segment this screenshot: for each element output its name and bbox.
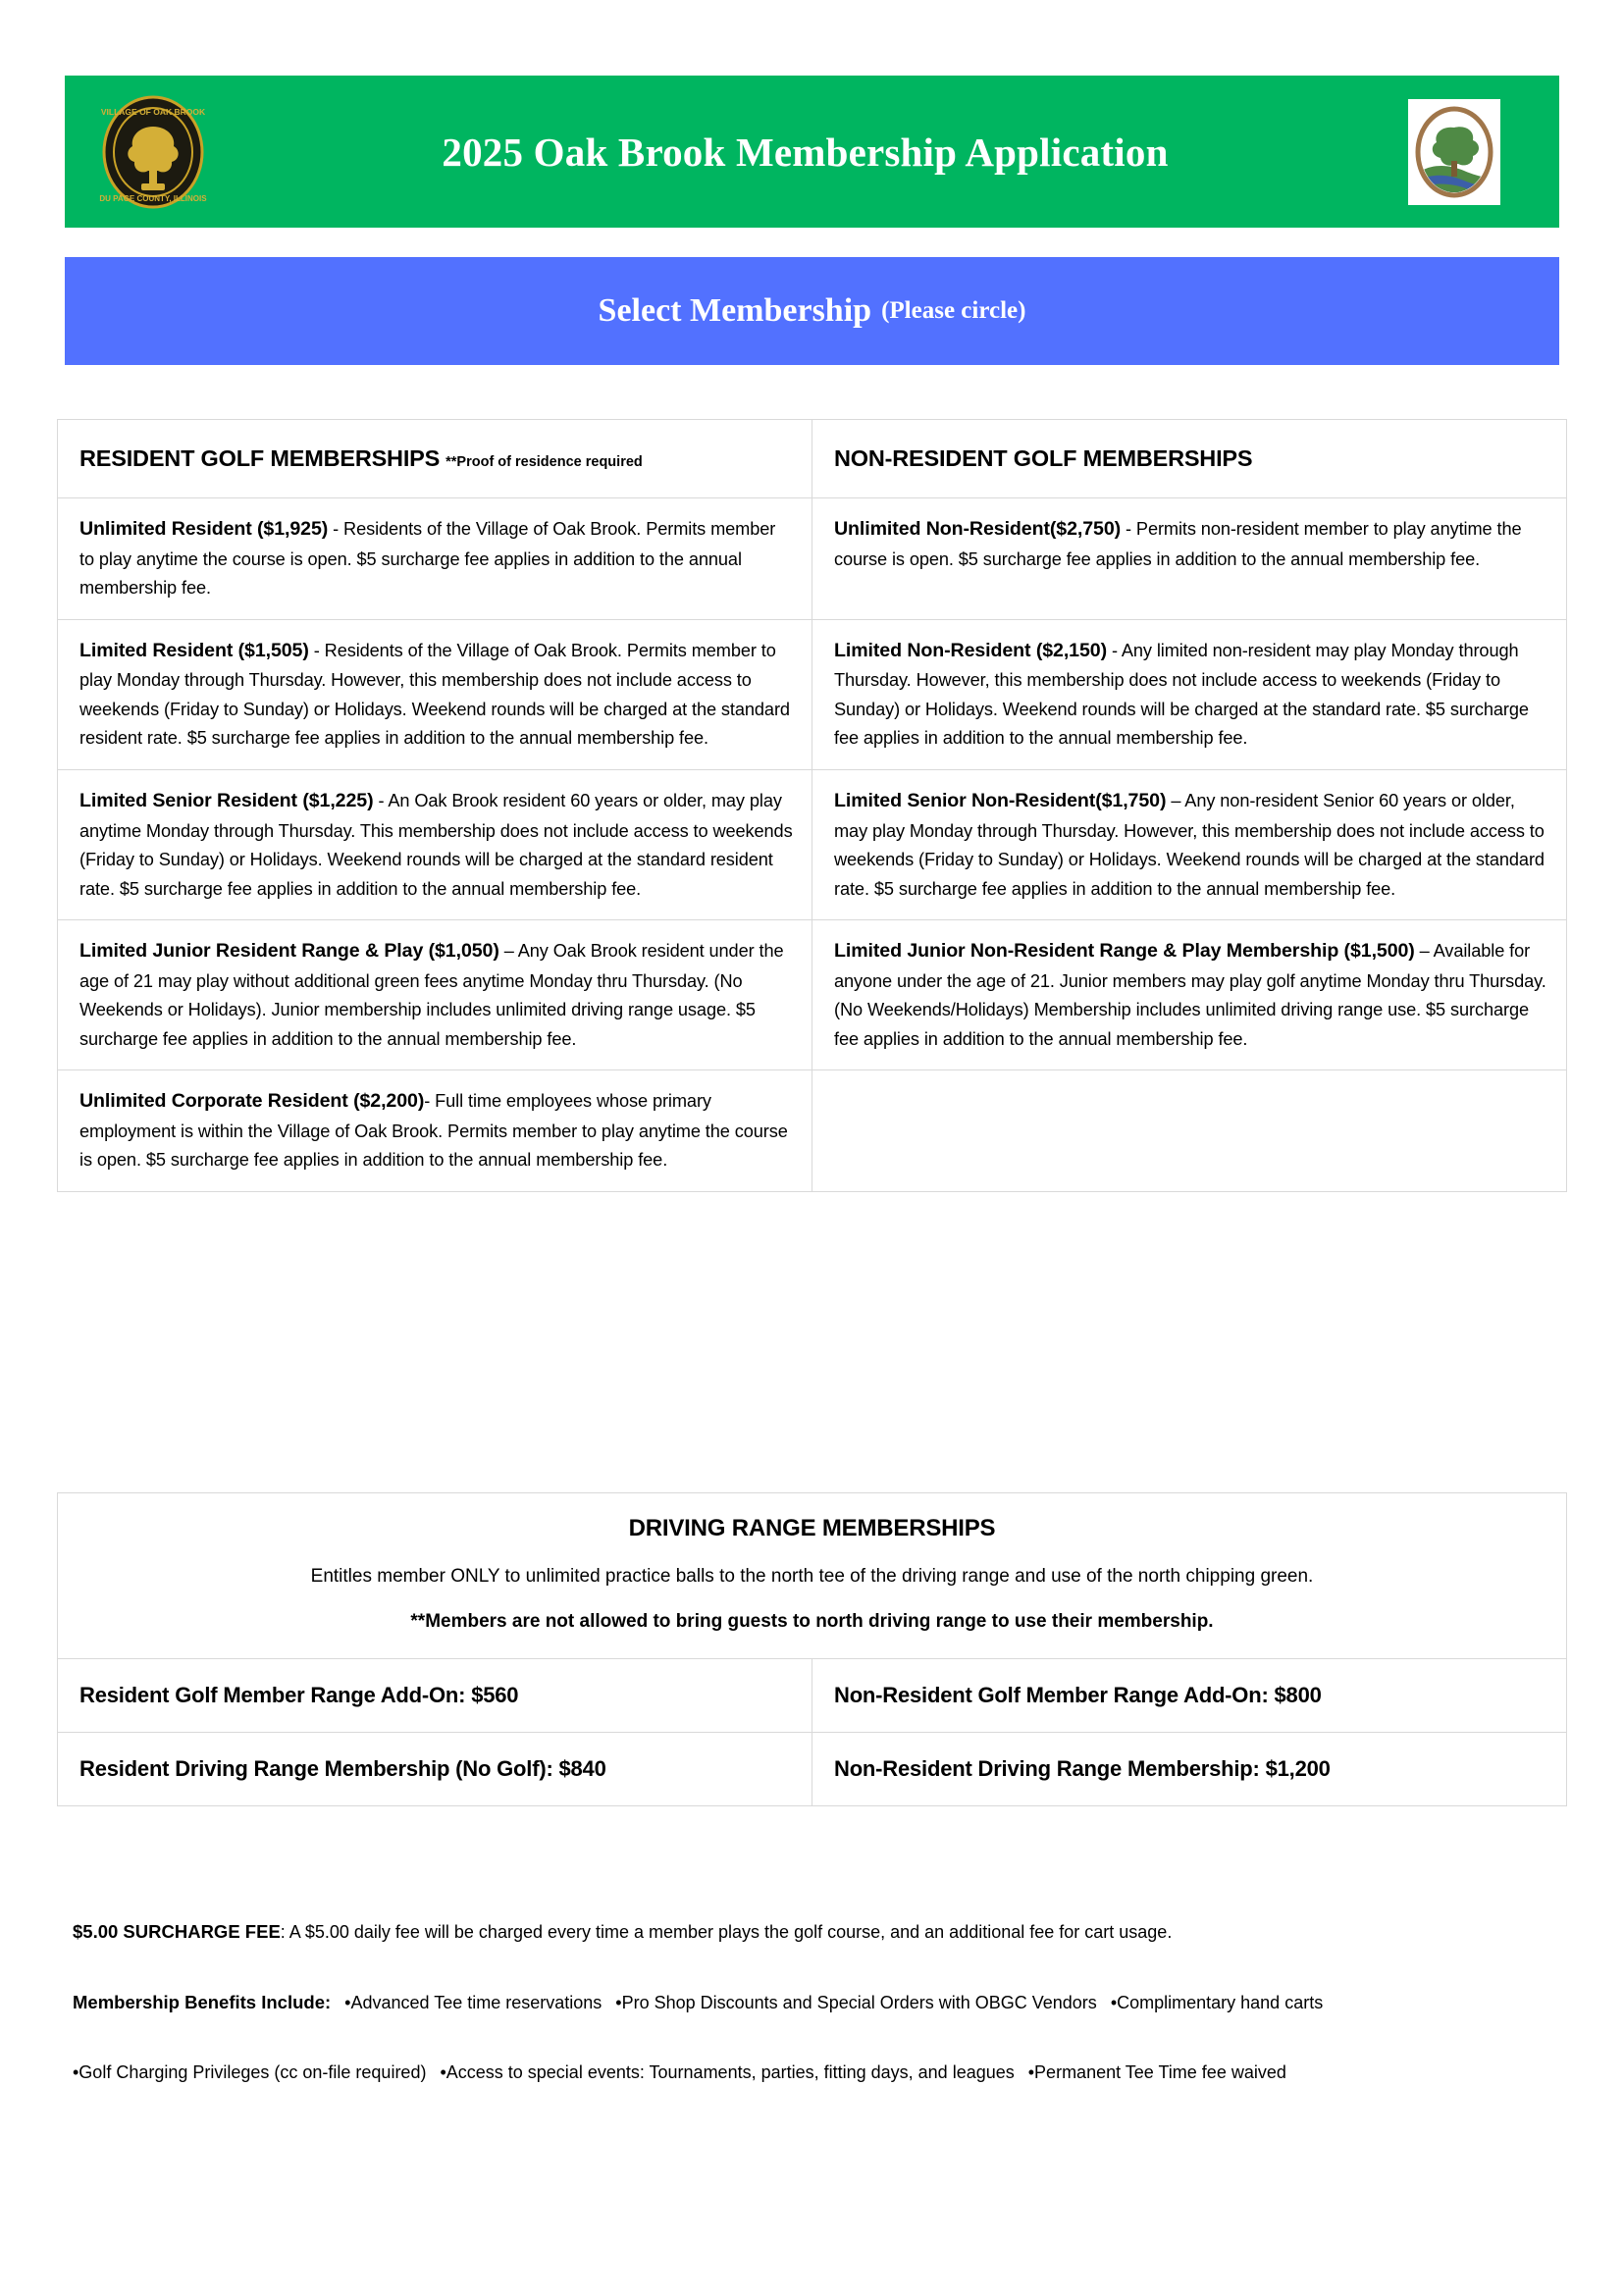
table-row [58,498,1567,620]
benefit-item: •Complimentary hand carts [1110,1993,1324,2012]
oak-brook-golf-club-logo-icon [1408,99,1500,205]
option-title: Limited Junior Non-Resident Range & Play Membership ($1,500) [834,940,1415,963]
non-resident-header-title: NON-RESIDENT GOLF MEMBERSHIPS [834,445,1253,471]
village-of-oak-brook-seal-icon [94,93,212,211]
option-title: Limited Junior Resident Range & Play ($1,050) [79,940,499,963]
page-title: 2025 Oak Brook Membership Application [442,129,1169,175]
option-description: - Permits non-resident member to play anytime the course is open. $5 surcharge fee applies in addition to the annual membership fee. [834,519,1522,569]
option-title: Limited Non-Resident ($2,150) [834,639,1107,661]
select-membership-subtitle: (Please circle) [881,297,1026,324]
option-title: Unlimited Resident ($1,925) [79,518,329,540]
table-row [58,920,1567,1070]
membership-option-limited-senior-resident[interactable] [58,769,812,919]
table-row [58,1070,1567,1192]
select-membership-banner [65,257,1559,365]
driving-range-header-cell [58,1493,1567,1659]
benefit-item: •Permanent Tee Time fee waived [1027,2062,1286,2082]
option-title: Limited Resident ($1,505) [79,639,309,661]
option-title: Unlimited Corporate Resident ($2,200) [79,1090,425,1113]
resident-header-title: RESIDENT GOLF MEMBERSHIPS [79,445,441,471]
driving-range-description: Entitles member ONLY to unlimited practice balls to the north tee of the driving range and use of the north chipping green. [310,1566,1314,1587]
range-option-resident-range-membership[interactable]: Resident Driving Range Membership (No Golf): $840 [58,1733,812,1806]
membership-option-empty-cell [812,1070,1567,1192]
membership-option-limited-senior-non-resident[interactable] [812,769,1567,919]
membership-option-limited-resident[interactable] [58,619,812,769]
svg-text:DU PAGE COUNTY, ILLINOIS: DU PAGE COUNTY, ILLINOIS [99,193,207,203]
select-membership-title: Select Membership [598,292,872,329]
surcharge-note [73,1918,1574,1946]
option-description: - An Oak Brook resident 60 years or older, may play anytime Monday through Thursday. This membership does not include access to weekends (Friday to Sunday) or Holidays. Weekend rounds will be charged at the standard resident rate. $5 surcharge fee applies in addition to the annual membership fee. [79,790,793,899]
table-row [58,619,1567,769]
benefit-item: •Pro Shop Discounts and Special Orders with OBGC Vendors [615,1993,1097,2012]
table-header-row [58,420,1567,498]
table-row [58,1659,1567,1733]
benefit-item: •Golf Charging Privileges (cc on-file required) [73,2062,427,2082]
range-option-non-resident-range-membership[interactable]: Non-Resident Driving Range Membership: $1,200 [812,1733,1567,1806]
option-description: – Any non-resident Senior 60 years or older, may play Monday through Thursday. However, this membership does not include access to weekends (Friday to Sunday) or Holidays. Weekend rounds will be charged at the standard rate. $5 surcharge fee applies in addition to the annual membership fee. [834,790,1545,899]
non-resident-header-cell [812,420,1567,498]
option-description: - Residents of the Village of Oak Brook. Permits member to play anytime the course is open. $5 surcharge fee applies in addition to the annual membership fee. [79,519,776,599]
footer-notes [73,1918,1574,2129]
benefit-item: •Advanced Tee time reservations [344,1993,602,2012]
option-description: - Residents of the Village of Oak Brook. Permits member to play Monday through Thursday. However, this membership does not include access to weekends (Friday to Sunday) or Holidays. Weekend rounds will be charged at the standard resident rate. $5 surcharge fee applies in addition to the annual membership fee. [79,640,790,749]
resident-header-cell [58,420,812,498]
range-option-resident-golf-add-on[interactable]: Resident Golf Member Range Add-On: $560 [58,1659,812,1733]
surcharge-label: $5.00 SURCHARGE FEE [73,1921,281,1942]
option-title: Limited Senior Resident ($1,225) [79,789,374,811]
range-option-non-resident-golf-add-on[interactable]: Non-Resident Golf Member Range Add-On: $800 [812,1659,1567,1733]
membership-option-unlimited-corporate-resident[interactable] [58,1070,812,1192]
driving-range-note: **Members are not allowed to bring guests to north driving range to use their membership. [410,1611,1214,1632]
option-title: Limited Senior Non-Resident($1,750) [834,789,1167,811]
option-description: - Any limited non-resident may play Monday through Thursday. However, this membership does not include access to weekends (Friday to Sunday) or Holidays. Weekend rounds will be charged at the standard rate. $5 surcharge fee applies in addition to the annual membership fee. [834,640,1529,749]
membership-option-limited-junior-non-resident[interactable] [812,920,1567,1070]
option-description: - Full time employees whose primary employment is within the Village of Oak Brook. Permits member to play anytime the course is open. $5 surcharge fee applies in addition to the annual membership fee. [79,1091,788,1171]
benefits-line-1 [73,1989,1574,2016]
option-description: – Available for anyone under the age of 21. Junior members may play golf anytime Monday thru Thursday. (No Weekends/Holidays) Membership includes unlimited driving range use. $5 surcharge fee applies in addition to the annual membership fee. [834,941,1546,1049]
table-row [58,1733,1567,1806]
driving-range-title: DRIVING RANGE MEMBERSHIPS [628,1515,996,1541]
membership-option-unlimited-non-resident[interactable] [812,498,1567,620]
membership-option-unlimited-resident[interactable] [58,498,812,620]
membership-option-limited-junior-resident[interactable] [58,920,812,1070]
svg-text:VILLAGE OF OAK BROOK: VILLAGE OF OAK BROOK [100,106,206,117]
option-description: – Any Oak Brook resident under the age of 21 may play without additional green fees anytime Monday thru Thursday. (No Weekends or Holidays). Junior membership includes unlimited driving range usage. $5 surcharge fee applies in addition to the annual membership fee. [79,941,784,1049]
benefit-item: •Access to special events: Tournaments, parties, fitting days, and leagues [440,2062,1015,2082]
benefits-label: Membership Benefits Include: [73,1992,332,2012]
surcharge-text: : A $5.00 daily fee will be charged every time a member plays the golf course, and an additional fee for cart usage. [280,1922,1173,1942]
driving-range-header-row [58,1493,1567,1659]
option-title: Unlimited Non-Resident($2,750) [834,518,1122,540]
resident-header-note: **Proof of residence required [445,454,643,470]
driving-range-table [57,1492,1567,1806]
memberships-table [57,419,1567,1192]
benefits-line-2 [73,2060,1574,2086]
title-banner [65,76,1559,228]
membership-option-limited-non-resident[interactable] [812,619,1567,769]
table-row [58,769,1567,919]
